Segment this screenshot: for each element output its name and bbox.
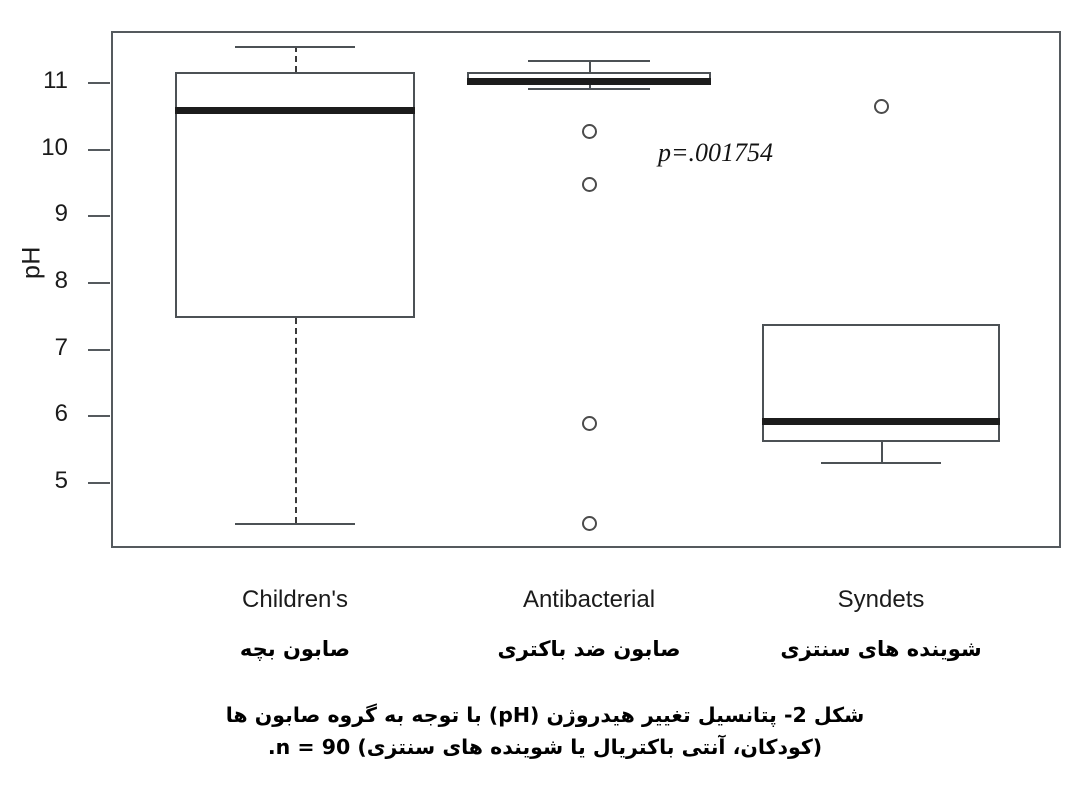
boxplot-layer <box>111 31 1061 548</box>
whisker-cap-lower <box>821 462 941 464</box>
x-axis-label-childrens: Children's <box>242 586 348 613</box>
outlier-point <box>874 99 889 114</box>
y-axis-tick <box>88 349 110 351</box>
y-axis-title: pH <box>17 246 46 279</box>
x-axis-label-fa-1: صابون ضد باکتری <box>497 637 681 661</box>
y-axis-tick-label: 9 <box>54 200 68 228</box>
figure-caption <box>70 700 1020 764</box>
y-axis-tick <box>88 282 110 284</box>
y-axis-tick <box>88 415 110 417</box>
median-line <box>762 418 1000 425</box>
y-axis-tick <box>88 149 110 151</box>
x-axis-label-antibacterial: Antibacterial <box>522 586 656 613</box>
y-axis-tick-label: 6 <box>54 400 68 428</box>
y-axis-tick <box>88 215 110 217</box>
p-value-text: p=.001754 <box>658 138 774 167</box>
boxplot-syndets <box>111 31 1061 548</box>
y-axis-tick-label: 7 <box>54 333 68 361</box>
x-axis-label-fa-2: شوینده های سنتزی <box>780 637 982 661</box>
p-value-annotation <box>658 138 773 168</box>
x-axis-label-fa-0: صابون بچه <box>239 637 351 661</box>
y-axis-tick-label: 11 <box>43 67 68 94</box>
whisker-lower <box>881 442 883 463</box>
y-axis-tick <box>88 82 110 84</box>
caption-line-1: شکل 2- پتانسیل تغییر هیدروژن (pH) با توجه به گروه صابون ها <box>225 703 865 727</box>
y-axis-tick-label: 8 <box>54 267 68 294</box>
y-axis-tick <box>88 482 110 484</box>
x-axis-label-syndets: Syndets <box>837 586 925 613</box>
caption-line-2: (کودکان، آنتی باکتریال یا شوینده های سنتزی) n = 90. <box>267 734 823 759</box>
y-axis-tick-label: 10 <box>41 133 68 161</box>
y-axis-tick-label: 5 <box>54 467 68 494</box>
